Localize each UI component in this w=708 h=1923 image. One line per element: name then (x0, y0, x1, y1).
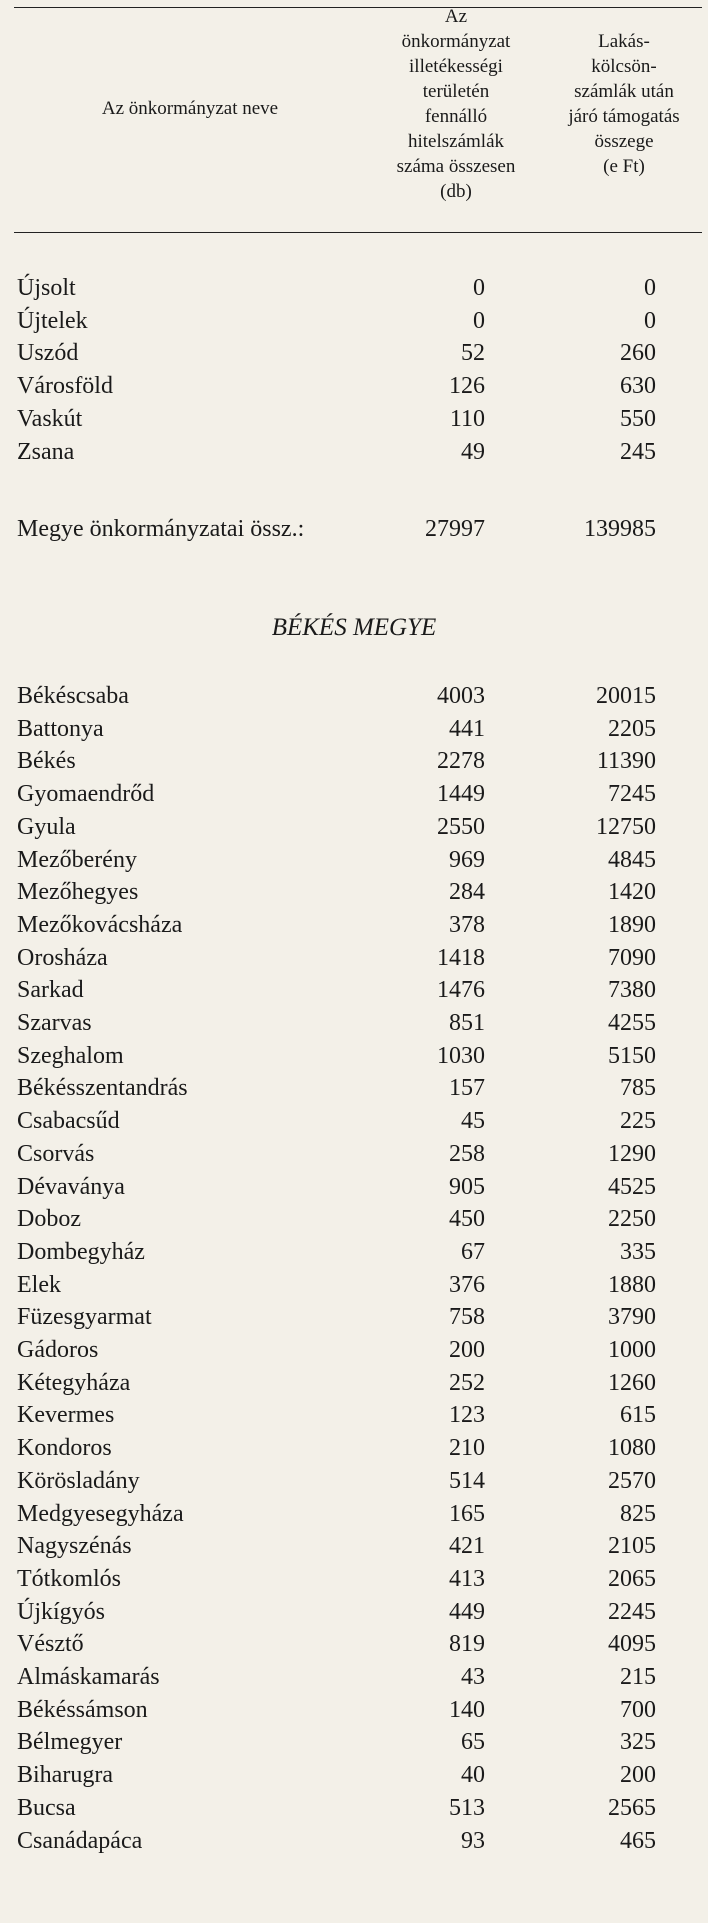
header-rule (14, 232, 702, 233)
header-line: járó támogatás (568, 106, 680, 127)
municipality-name: Gyomaendrőd (17, 781, 155, 808)
accounts-count: 0 (473, 275, 485, 301)
accounts-count: 1476 (437, 977, 485, 1004)
header-line: fennálló (424, 106, 488, 127)
table-row (0, 436, 708, 468)
municipality-name: Újkígyós (17, 1598, 106, 1625)
accounts-count: 819 (449, 1631, 485, 1658)
accounts-count: 110 (449, 405, 485, 432)
municipality-name: Dévaványa (17, 1173, 125, 1200)
municipality-name: Uszód (17, 340, 79, 367)
municipality-name: Dombegyház (17, 1238, 145, 1265)
accounts-count: 65 (461, 1729, 485, 1756)
municipality-name: Orosháza (17, 944, 108, 971)
top-rule (14, 7, 702, 8)
header-line: hitelszámlák (407, 131, 505, 152)
support-amount: 2205 (608, 715, 656, 742)
accounts-count: 165 (449, 1500, 485, 1527)
table-row (0, 1105, 708, 1137)
table-row (0, 1759, 708, 1791)
total-label: Megye önkormányzatai össz.: (17, 516, 305, 542)
table-row (0, 745, 708, 777)
support-amount: 4095 (608, 1631, 656, 1658)
municipality-name: Elek (17, 1271, 61, 1298)
support-amount: 615 (620, 1402, 656, 1429)
table-row (0, 1007, 708, 1039)
table-row (0, 1072, 708, 1104)
support-amount: 2570 (608, 1467, 656, 1494)
table-row (0, 713, 708, 745)
accounts-count: 157 (449, 1075, 485, 1102)
municipality-name: Csanádapáca (17, 1827, 143, 1854)
municipality-name: Bucsa (17, 1794, 76, 1821)
table-row (0, 909, 708, 941)
header-line: (e Ft) (603, 156, 645, 177)
municipality-name: Békéssámson (17, 1696, 148, 1723)
municipality-name: Szarvas (17, 1010, 92, 1036)
municipality-name: Békés (17, 748, 76, 775)
total-support: 139985 (584, 516, 656, 542)
support-amount: 1000 (608, 1337, 656, 1363)
table-row (0, 403, 708, 435)
column-header-accounts (366, 4, 546, 204)
accounts-count: 43 (461, 1664, 485, 1690)
accounts-count: 378 (449, 911, 485, 938)
municipality-name: Sarkad (17, 977, 84, 1004)
accounts-count: 4003 (437, 683, 485, 709)
support-amount: 3790 (608, 1304, 656, 1331)
accounts-count: 140 (449, 1696, 485, 1723)
support-amount: 215 (620, 1664, 656, 1690)
header-line: Lakás- (598, 31, 650, 52)
total-accounts: 27997 (425, 516, 485, 542)
table-row (0, 370, 708, 402)
table-row (0, 1465, 708, 1497)
support-amount: 2245 (608, 1598, 656, 1625)
support-amount: 1420 (608, 879, 656, 906)
table-row (0, 942, 708, 974)
municipality-name: Békéscsaba (17, 683, 129, 709)
accounts-count: 252 (449, 1369, 485, 1396)
support-amount: 0 (644, 275, 656, 301)
municipality-name: Vaskút (17, 405, 83, 432)
support-amount: 200 (620, 1762, 656, 1789)
support-amount: 7245 (608, 781, 656, 808)
municipality-name: Tótkomlós (17, 1565, 122, 1592)
municipality-name: Biharugra (17, 1762, 113, 1789)
table-row (0, 1563, 708, 1595)
accounts-count: 376 (449, 1271, 485, 1298)
municipality-name: Almáskamarás (17, 1664, 160, 1690)
header-line: összege (594, 131, 654, 152)
accounts-count: 851 (449, 1010, 485, 1036)
support-amount: 2250 (608, 1206, 656, 1233)
support-amount: 260 (620, 340, 656, 367)
accounts-count: 67 (461, 1238, 485, 1265)
accounts-count: 0 (473, 307, 485, 334)
municipality-name: Zsana (17, 438, 75, 465)
header-line: Az (444, 6, 468, 27)
accounts-count: 210 (449, 1435, 485, 1462)
support-amount: 225 (620, 1108, 656, 1135)
table-row (0, 1171, 708, 1203)
table-row (0, 1301, 708, 1333)
table-row (0, 1661, 708, 1693)
table-row (0, 305, 708, 337)
support-amount: 0 (644, 307, 656, 334)
municipality-name: Újtelek (17, 307, 88, 334)
support-amount: 1260 (608, 1369, 656, 1396)
municipality-name: Újsolt (17, 275, 76, 301)
accounts-count: 258 (449, 1140, 485, 1167)
municipality-name: Doboz (17, 1206, 81, 1233)
support-amount: 245 (620, 438, 656, 465)
municipality-name: Kétegyháza (17, 1369, 131, 1396)
table-row (0, 1628, 708, 1660)
support-amount: 11390 (596, 748, 656, 775)
accounts-count: 513 (449, 1794, 485, 1821)
accounts-count: 126 (449, 373, 485, 400)
support-amount: 1290 (608, 1140, 656, 1167)
accounts-count: 441 (449, 715, 485, 742)
accounts-count: 905 (449, 1173, 485, 1200)
accounts-count: 45 (461, 1108, 485, 1135)
accounts-count: 413 (449, 1565, 485, 1592)
support-amount: 335 (620, 1238, 656, 1265)
municipality-name: Füzesgyarmat (17, 1304, 152, 1331)
support-amount: 550 (620, 405, 656, 432)
table-row (0, 1726, 708, 1758)
accounts-count: 758 (449, 1304, 485, 1331)
support-amount: 20015 (596, 683, 656, 709)
municipality-name: Battonya (17, 715, 104, 742)
support-amount: 5150 (608, 1042, 656, 1069)
support-amount: 1890 (608, 911, 656, 938)
municipality-name: Kondoros (17, 1435, 112, 1462)
table-row (0, 1236, 708, 1268)
table-row (0, 1596, 708, 1628)
header-line: területén (422, 81, 490, 102)
table-row (0, 680, 708, 712)
support-amount: 630 (620, 373, 656, 400)
municipality-name: Csorvás (17, 1140, 95, 1167)
accounts-count: 1449 (437, 781, 485, 808)
municipality-name: Csabacsűd (17, 1108, 120, 1135)
table-row (0, 1334, 708, 1366)
column-header-name: Az önkormányzat neve (101, 98, 279, 119)
accounts-count: 421 (449, 1533, 485, 1560)
municipality-name: Mezőhegyes (17, 879, 139, 906)
support-amount: 2065 (608, 1565, 656, 1592)
support-amount: 825 (620, 1500, 656, 1527)
table-row (0, 876, 708, 908)
support-amount: 7380 (608, 977, 656, 1004)
table-row (0, 778, 708, 810)
municipality-name: Gyula (17, 813, 76, 840)
table-row (0, 337, 708, 369)
support-amount: 465 (620, 1827, 656, 1854)
table-row (0, 1399, 708, 1431)
accounts-count: 40 (461, 1762, 485, 1789)
table-row (0, 1040, 708, 1072)
support-amount: 12750 (596, 813, 656, 840)
support-amount: 1080 (608, 1435, 656, 1462)
header-line: (db) (440, 181, 472, 202)
table-row (0, 272, 708, 304)
table-row (0, 1825, 708, 1857)
accounts-count: 969 (449, 846, 485, 873)
support-amount: 325 (620, 1729, 656, 1756)
accounts-count: 93 (461, 1827, 485, 1854)
municipality-name: Szeghalom (17, 1042, 124, 1069)
municipality-name: Körösladány (17, 1467, 140, 1494)
table-row (0, 974, 708, 1006)
municipality-name: Gádoros (17, 1337, 99, 1363)
table-row (0, 1530, 708, 1562)
header-line: kölcsön- (591, 56, 657, 77)
accounts-count: 1030 (437, 1042, 485, 1069)
accounts-count: 450 (449, 1206, 485, 1233)
accounts-count: 123 (449, 1402, 485, 1429)
support-amount: 4525 (608, 1173, 656, 1200)
header-line: száma összesen (396, 156, 516, 177)
header-line: önkormányzat (401, 31, 511, 52)
header-line: számlák után (574, 81, 674, 102)
table-row (0, 1694, 708, 1726)
table-row (0, 844, 708, 876)
municipality-name: Mezőberény (17, 846, 137, 873)
municipality-name: Kevermes (17, 1402, 115, 1429)
accounts-count: 449 (449, 1598, 485, 1625)
support-amount: 4255 (608, 1010, 656, 1036)
table-row (0, 1138, 708, 1170)
accounts-count: 49 (461, 438, 485, 465)
accounts-count: 1418 (437, 944, 485, 971)
table-row (0, 1269, 708, 1301)
header-line: illetékességi (409, 56, 503, 77)
column-header-support (546, 29, 702, 179)
municipality-name: Mezőkovácsháza (17, 911, 183, 938)
support-amount: 2105 (608, 1533, 656, 1560)
table-row (0, 811, 708, 843)
municipality-name: Bélmegyer (17, 1729, 123, 1756)
accounts-count: 200 (449, 1337, 485, 1363)
municipality-name: Vésztő (17, 1631, 84, 1658)
accounts-count: 2550 (437, 813, 485, 840)
municipality-name: Nagyszénás (17, 1533, 132, 1560)
accounts-count: 52 (461, 340, 485, 367)
accounts-count: 284 (449, 879, 485, 906)
table-row (0, 1203, 708, 1235)
municipality-name: Békésszentandrás (17, 1075, 188, 1102)
support-amount: 2565 (608, 1794, 656, 1821)
accounts-count: 2278 (437, 748, 485, 775)
municipality-name: Medgyesegyháza (17, 1500, 184, 1527)
section-title: BÉKÉS MEGYE (271, 614, 437, 641)
accounts-count: 514 (449, 1467, 485, 1494)
municipality-name: Városföld (17, 373, 113, 400)
table-row (0, 1432, 708, 1464)
table-row (0, 1792, 708, 1824)
table-row (0, 1367, 708, 1399)
support-amount: 7090 (608, 944, 656, 971)
county-total-row (0, 513, 708, 545)
support-amount: 4845 (608, 846, 656, 873)
support-amount: 1880 (608, 1271, 656, 1298)
support-amount: 700 (620, 1696, 656, 1723)
table-row (0, 1498, 708, 1530)
support-amount: 785 (620, 1075, 656, 1102)
